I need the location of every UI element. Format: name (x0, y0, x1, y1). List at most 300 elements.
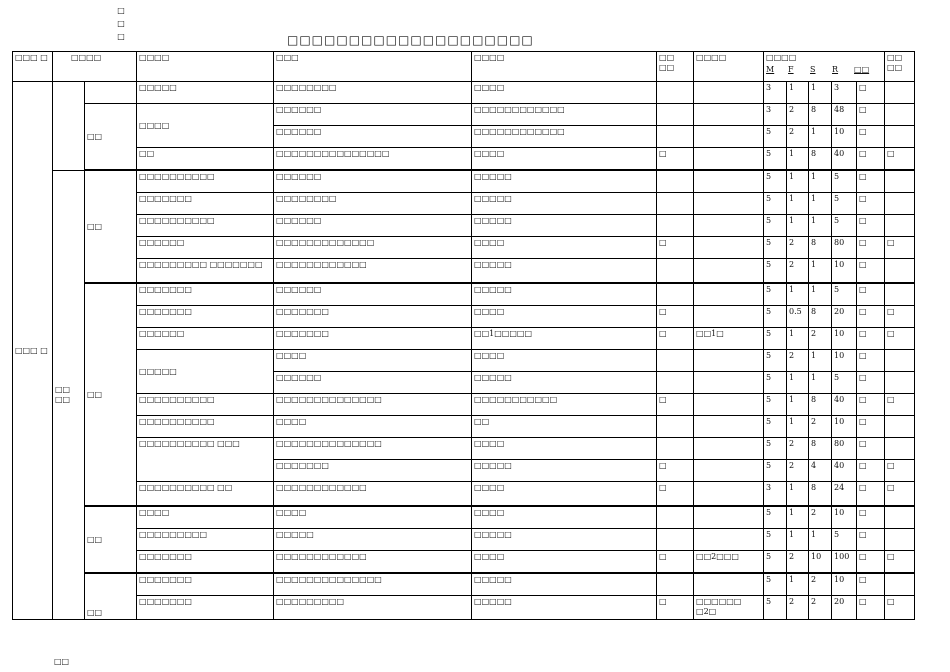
table-cell: □□□□ (472, 506, 657, 529)
table-cell: □□□□ (274, 350, 472, 372)
cell-m: 5 (764, 529, 787, 551)
cell-m: 5 (764, 259, 787, 284)
cell-s: 2 (809, 596, 832, 620)
cell-m: 5 (764, 573, 787, 596)
cell-f: 2 (787, 350, 809, 372)
table-cell: □ (657, 306, 694, 328)
table-cell (657, 573, 694, 596)
table-cell (657, 350, 694, 372)
cell-r: 5 (832, 215, 857, 237)
table-cell: □□□□□□□□□□ □□ (137, 482, 274, 507)
margin-mark-char: □ (117, 32, 125, 41)
cell-s: 2 (809, 506, 832, 529)
cell-level: □ (857, 394, 885, 416)
table-cell: □□□□□ (472, 372, 657, 394)
table-cell: □□□□□□□□□□□□ (472, 104, 657, 126)
table-cell (657, 82, 694, 104)
table-cell: □□□□□□□ (274, 306, 472, 328)
table-cell: □ (885, 148, 915, 171)
table-cell (885, 170, 915, 193)
cell-level: □ (857, 529, 885, 551)
table-cell (657, 126, 694, 148)
table-cell (694, 460, 764, 482)
table-cell (885, 529, 915, 551)
cell-f: 1 (787, 529, 809, 551)
table-cell: □□□□ (472, 350, 657, 372)
table-cell: □□□□□□□□□□ (137, 394, 274, 416)
table-cell: □□□□□□□ (137, 193, 274, 215)
cell-s: 2 (809, 328, 832, 350)
table-cell: □ (885, 460, 915, 482)
cell-level: □ (857, 596, 885, 620)
cell-f: 1 (787, 328, 809, 350)
table-cell: □□□□□□□□□ □□□□□□□ (137, 259, 274, 284)
cell-f: 1 (787, 148, 809, 171)
group-cell (53, 82, 85, 171)
cell-f: 2 (787, 551, 809, 574)
table-cell: □ (657, 148, 694, 171)
table-row (13, 82, 915, 104)
table-cell: □□□□ (472, 82, 657, 104)
group-cell: □□ (85, 283, 137, 506)
table-row (13, 170, 915, 193)
table-cell: □□□□□ (137, 82, 274, 104)
cell-r: 20 (832, 306, 857, 328)
cell-m: 5 (764, 416, 787, 438)
cell-level: □ (857, 372, 885, 394)
header-cell-text: □□□□ (71, 53, 102, 62)
cell-r: 10 (832, 506, 857, 529)
cell-r: 24 (832, 482, 857, 507)
table-cell (657, 372, 694, 394)
table-cell (885, 259, 915, 284)
table-cell (694, 170, 764, 193)
table-row (13, 237, 915, 259)
table-row (13, 306, 915, 328)
cell-r: 10 (832, 350, 857, 372)
table-cell (885, 215, 915, 237)
table-row (13, 482, 915, 507)
cell-r: 40 (832, 394, 857, 416)
cell-s: 8 (809, 438, 832, 460)
cell-m: 5 (764, 551, 787, 574)
cell-m: 5 (764, 126, 787, 148)
cell-s: 8 (809, 482, 832, 507)
sublabel-f: F (788, 65, 794, 74)
table-cell (694, 104, 764, 126)
table-cell (657, 438, 694, 460)
cell-m: 5 (764, 170, 787, 193)
cell-level: □ (857, 237, 885, 259)
table-cell (885, 126, 915, 148)
cell-r: 20 (832, 596, 857, 620)
group-cell (85, 573, 137, 620)
header-cell (53, 52, 137, 82)
cell-r: 80 (832, 438, 857, 460)
table-cell: □□□□□ (274, 529, 472, 551)
table-cell: □□□□□□□□□ (274, 596, 472, 620)
cell-f: 1 (787, 573, 809, 596)
cell-r: 10 (832, 328, 857, 350)
table-cell: □□□□ (472, 551, 657, 574)
table-cell: □ (657, 551, 694, 574)
margin-mark-char: □ (117, 6, 125, 15)
cell-level: □ (857, 350, 885, 372)
cell-r: 10 (832, 416, 857, 438)
table-cell (885, 104, 915, 126)
risk-assessment-table (12, 51, 915, 620)
cell-m: 3 (764, 104, 787, 126)
table-cell: □□□□□□□□□□ (137, 416, 274, 438)
table-cell: □ (885, 237, 915, 259)
cell-level: □ (857, 215, 885, 237)
cell-s: 1 (809, 82, 832, 104)
cell-m: 5 (764, 193, 787, 215)
table-row (13, 193, 915, 215)
table-cell: □□□□□□ (274, 170, 472, 193)
table-cell: □□□□□□ □2□ (694, 596, 764, 620)
table-cell (694, 506, 764, 529)
cell-m: 5 (764, 328, 787, 350)
cell-level: □ (857, 416, 885, 438)
cell-f: 1 (787, 215, 809, 237)
cell-level: □ (857, 170, 885, 193)
header-cell: □□ □□ (657, 52, 694, 82)
cell-r: 40 (832, 460, 857, 482)
cell-r: 80 (832, 237, 857, 259)
table-cell: □ (885, 394, 915, 416)
sublabel-level: □□ (854, 65, 870, 74)
table-cell (657, 506, 694, 529)
table-cell: □□1□□□□□ (472, 328, 657, 350)
cell-m: 5 (764, 350, 787, 372)
cell-f: 0.5 (787, 306, 809, 328)
table-cell (657, 193, 694, 215)
cell-level: □ (857, 259, 885, 284)
table-cell: □ (657, 460, 694, 482)
table-cell: □□□□□□□□□□□□ (274, 551, 472, 574)
cell-m: 5 (764, 283, 787, 306)
table-cell (694, 438, 764, 460)
header-cell: □□□ □ (13, 52, 53, 82)
table-cell: □ (657, 394, 694, 416)
group-cell: □□ (85, 506, 137, 573)
table-cell (885, 82, 915, 104)
cell-f: 2 (787, 438, 809, 460)
table-cell: □□□□□□ (274, 283, 472, 306)
cell-r: 10 (832, 573, 857, 596)
table-cell (657, 104, 694, 126)
table-cell (694, 148, 764, 171)
table-cell: □□□□ (472, 237, 657, 259)
table-cell (694, 573, 764, 596)
table-cell: □□2□□□ (694, 551, 764, 574)
table-cell: □□□□□□□□□□□□□□ (274, 573, 472, 596)
group-cell: □□ (85, 170, 137, 283)
cell-m: 3 (764, 482, 787, 507)
group-cell: □□ (85, 104, 137, 171)
group-cell: □□ □□ (53, 170, 85, 620)
cell-s: 1 (809, 193, 832, 215)
cell-s: 10 (809, 551, 832, 574)
table-cell: □□□□ (472, 306, 657, 328)
table-cell (694, 126, 764, 148)
table-cell: □□□□□□□ (137, 551, 274, 574)
cell-s: 1 (809, 350, 832, 372)
table-cell: □□□□□□□□□□□□□ (274, 237, 472, 259)
header-cell: □□□□ (137, 52, 274, 82)
table-row (13, 506, 915, 529)
table-cell (694, 193, 764, 215)
cell-f: 2 (787, 460, 809, 482)
cell-s: 2 (809, 573, 832, 596)
table-cell (657, 529, 694, 551)
table-cell: □□□□ (472, 148, 657, 171)
table-row (13, 573, 915, 596)
cell-m: 5 (764, 215, 787, 237)
cell-f: 2 (787, 259, 809, 284)
table-cell: □□1□ (694, 328, 764, 350)
table-cell: □□□□□ (472, 573, 657, 596)
table-cell: □□□□□□ (274, 372, 472, 394)
table-cell: □□□□□ (137, 350, 274, 394)
cell-level: □ (857, 82, 885, 104)
table-cell: □□□□□□□ (137, 573, 274, 596)
table-cell: □□□□□□□ (137, 306, 274, 328)
evaluation-sublabels (766, 65, 882, 75)
table-row (13, 551, 915, 574)
table-cell (885, 416, 915, 438)
table-cell: □□□□ (137, 506, 274, 529)
table-cell: □ (885, 551, 915, 574)
table-cell (885, 438, 915, 460)
table-cell: □ (657, 237, 694, 259)
table-row (13, 328, 915, 350)
cell-f: 1 (787, 193, 809, 215)
table-row (13, 394, 915, 416)
cell-s: 8 (809, 148, 832, 171)
cell-r: 100 (832, 551, 857, 574)
cell-f: 1 (787, 283, 809, 306)
table-cell: □ (885, 482, 915, 507)
table-cell (694, 237, 764, 259)
table-cell: □□□□ (274, 506, 472, 529)
table-cell: □□□□□ (472, 259, 657, 284)
table-cell: □ (657, 596, 694, 620)
cell-r: 3 (832, 82, 857, 104)
cell-s: 8 (809, 104, 832, 126)
document-title: □□□□□□□□□□□□□□□□□□□□ (287, 33, 534, 47)
cell-s: 8 (809, 237, 832, 259)
cell-s: 8 (809, 394, 832, 416)
table-cell: □□□□□□□□□□ (137, 215, 274, 237)
table-row (13, 596, 915, 620)
table-cell (885, 372, 915, 394)
cell-f: 2 (787, 237, 809, 259)
table-cell: □□□□□ (472, 460, 657, 482)
cell-m: 5 (764, 460, 787, 482)
cell-level: □ (857, 551, 885, 574)
sublabel-r: R (832, 65, 839, 74)
table-cell: □□□□□ (472, 215, 657, 237)
header-cell: □□□ (274, 52, 472, 82)
cell-m: 5 (764, 148, 787, 171)
table-cell: □□□□□ (472, 193, 657, 215)
cell-f: 1 (787, 372, 809, 394)
table-cell: □□□□□□□ (274, 460, 472, 482)
table-cell (885, 283, 915, 306)
table-row (13, 350, 915, 372)
table-cell (694, 215, 764, 237)
cell-r: 5 (832, 372, 857, 394)
table-cell: □□□□□ (472, 596, 657, 620)
header-row (13, 52, 915, 82)
cell-level: □ (857, 573, 885, 596)
table-row (13, 104, 915, 126)
table-cell: □□□□□□□□□□□□ (274, 482, 472, 507)
cell-m: 3 (764, 82, 787, 104)
cell-s: 4 (809, 460, 832, 482)
table-cell (657, 416, 694, 438)
table-cell: □□□□□□□□□□□□ (274, 259, 472, 284)
cell-level: □ (857, 482, 885, 507)
cell-s: 1 (809, 215, 832, 237)
header-cell-evaluation (764, 52, 885, 82)
cell-level: □ (857, 104, 885, 126)
table-cell: □□□□□□□□ (274, 82, 472, 104)
cell-s: 1 (809, 283, 832, 306)
table-cell: □□□□ (274, 416, 472, 438)
cell-f: 2 (787, 104, 809, 126)
table-row (13, 259, 915, 284)
table-cell (694, 82, 764, 104)
header-cell-text: □□□□ (766, 53, 797, 62)
table-cell: □□□□□□□□□□□□□□□ (274, 148, 472, 171)
table-cell: □□□□□ (472, 170, 657, 193)
table-row (13, 215, 915, 237)
table-cell: □□□□□□□□□□□□ (472, 126, 657, 148)
cell-s: 1 (809, 372, 832, 394)
cell-r: 5 (832, 193, 857, 215)
table-cell (694, 372, 764, 394)
cell-f: 1 (787, 82, 809, 104)
table-row (13, 529, 915, 551)
table-cell: □□□□□□□□□ (137, 529, 274, 551)
cell-f: 1 (787, 170, 809, 193)
cell-r: 40 (832, 148, 857, 171)
cell-level: □ (857, 438, 885, 460)
table-cell: □□□□□□□ (274, 328, 472, 350)
table-cell: □□ (137, 148, 274, 171)
table-row (13, 438, 915, 460)
table-cell (657, 215, 694, 237)
table-cell (885, 193, 915, 215)
cell-level: □ (857, 193, 885, 215)
cell-r: 5 (832, 283, 857, 306)
group-cell (13, 82, 53, 620)
cell-s: 2 (809, 416, 832, 438)
cell-r: 48 (832, 104, 857, 126)
cell-r: 5 (832, 529, 857, 551)
cell-m: 5 (764, 438, 787, 460)
table-cell (657, 170, 694, 193)
table-cell: □□□□□□□ (137, 283, 274, 306)
table-cell (694, 529, 764, 551)
sublabel-s: S (810, 65, 816, 74)
group-label: □□□ □ (15, 345, 48, 355)
table-cell: □ (657, 328, 694, 350)
table-cell (694, 306, 764, 328)
table-cell: □ (885, 596, 915, 620)
cell-level: □ (857, 283, 885, 306)
group-label: □□ (87, 608, 103, 617)
table-cell: □□□□□□ (137, 237, 274, 259)
table-cell (694, 394, 764, 416)
table-cell (694, 482, 764, 507)
cell-m: 5 (764, 237, 787, 259)
cell-f: 1 (787, 416, 809, 438)
cell-m: 5 (764, 394, 787, 416)
sublabel-m: M (766, 65, 775, 74)
cell-level: □ (857, 460, 885, 482)
table-cell (85, 82, 137, 104)
table-cell: □ (657, 482, 694, 507)
table-cell (885, 506, 915, 529)
table-cell: □□□□□□□□□□□□□□ (274, 438, 472, 460)
table-cell: □□□□□□□□ (274, 193, 472, 215)
table-cell: □□□□□□□□□□ □□□ (137, 438, 274, 482)
table-row (13, 148, 915, 171)
table-cell: □□□□ (472, 482, 657, 507)
table-cell (694, 350, 764, 372)
cell-f: 1 (787, 506, 809, 529)
footer-mark: □□ (54, 657, 70, 666)
cell-level: □ (857, 306, 885, 328)
cell-s: 8 (809, 306, 832, 328)
table-cell (694, 259, 764, 284)
cell-m: 5 (764, 372, 787, 394)
cell-f: 1 (787, 394, 809, 416)
cell-f: 2 (787, 596, 809, 620)
table-cell: □ (885, 328, 915, 350)
table-cell: □□□□□ (472, 529, 657, 551)
table-cell: □□□□□□□ (137, 596, 274, 620)
table-cell: □ (885, 306, 915, 328)
margin-mark-char: □ (117, 19, 125, 28)
table-cell: □□□□□□ (274, 215, 472, 237)
table-cell: □□□□□□ (274, 126, 472, 148)
cell-f: 2 (787, 126, 809, 148)
cell-m: 5 (764, 306, 787, 328)
cell-level: □ (857, 148, 885, 171)
header-cell: □□□□ (694, 52, 764, 82)
table-cell: □□□□□□□□□□□ (472, 394, 657, 416)
table-cell (657, 283, 694, 306)
table-row (13, 283, 915, 306)
table-cell: □□□□□□□□□□ (137, 170, 274, 193)
table-cell (694, 283, 764, 306)
margin-mark (117, 4, 125, 43)
table-cell: □□□□□ (472, 283, 657, 306)
table-cell: □□ (472, 416, 657, 438)
cell-r: 5 (832, 170, 857, 193)
cell-r: 10 (832, 126, 857, 148)
cell-s: 1 (809, 259, 832, 284)
cell-level: □ (857, 328, 885, 350)
header-cell: □□□□ (472, 52, 657, 82)
table-row (13, 416, 915, 438)
table-cell (885, 350, 915, 372)
